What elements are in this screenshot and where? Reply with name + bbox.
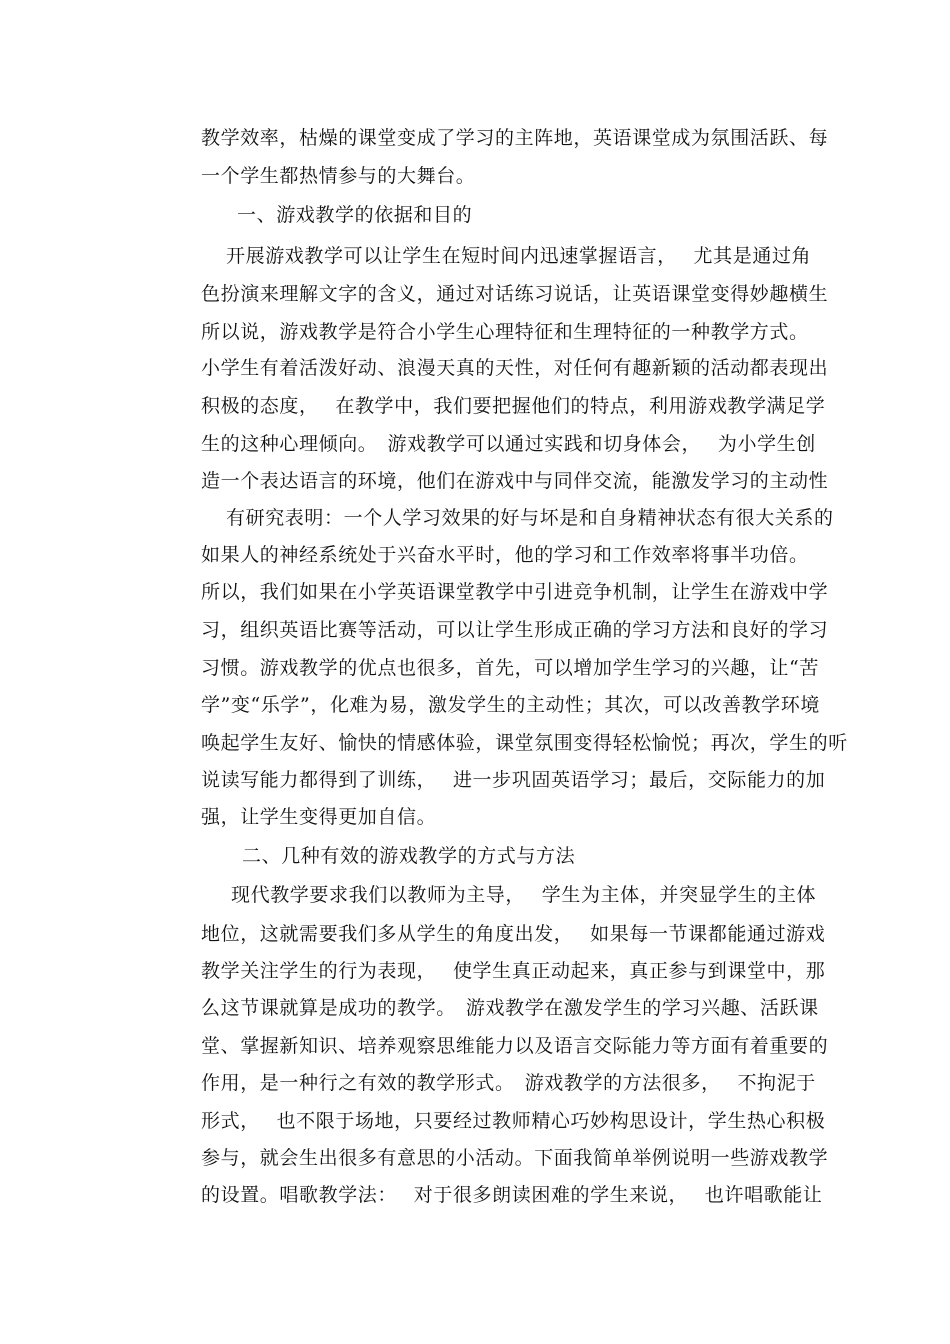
body-text-line: 的设置。唱歌教学法： 对于很多朗读困难的学生来说， 也许唱歌能让 — [201, 1184, 823, 1206]
body-text-line: 么这节课就算是成功的教学。 游戏教学在激发学生的学习兴趣、活跃课 — [201, 997, 819, 1019]
body-text-line: 有研究表明：一个人学习效果的好与坏是和自身精神状态有很大关系的 — [226, 507, 834, 529]
body-text-line: 教学关注学生的行为表现， 使学生真正动起来，真正参与到课堂中，那 — [201, 960, 826, 982]
body-text-line: 形式， 也不限于场地，只要经过教师精心巧妙构思设计，学生热心积极 — [201, 1110, 826, 1132]
body-text-line: 所以说，游戏教学是符合小学生心理特征和生理特征的一种教学方式。 — [201, 321, 809, 343]
body-text-line: 造一个表达语言的环境，他们在游戏中与同伴交流，能激发学习的主动性 — [201, 470, 829, 492]
body-text-line: 习惯。游戏教学的优点也很多，首先，可以增加学生学习的兴趣，让“苦 — [201, 657, 819, 679]
body-text-line: 说读写能力都得到了训练， 进一步巩固英语学习；最后，交际能力的加 — [201, 769, 826, 791]
body-text-line: 习，组织英语比赛等活动，可以让学生形成正确的学习方法和良好的学习 — [201, 619, 829, 641]
body-text-line: 小学生有着活泼好动、浪漫天真的天性，对任何有趣新颖的活动都表现出 — [201, 357, 829, 379]
body-text-line: 现代教学要求我们以教师为主导， 学生为主体，并突显学生的主体 — [231, 884, 817, 906]
body-text-line: 色扮演来理解文字的含义，通过对话练习说话，让英语课堂变得妙趣横生 — [201, 283, 829, 305]
body-text-line: 如果人的神经系统处于兴奋水平时，他的学习和工作效率将事半功倍。 — [201, 544, 809, 566]
section-heading-1: 一、游戏教学的依据和目的 — [237, 204, 473, 226]
body-text-line: 地位，这就需要我们多从学生的角度出发， 如果每一节课都能通过游戏 — [201, 923, 826, 945]
body-text-line: 一个学生都热情参与的大舞台。 — [201, 165, 476, 187]
body-text-line: 教学效率，枯燥的课堂变成了学习的主阵地，英语课堂成为氛围活跃、每 — [201, 127, 829, 149]
body-text-line: 学”变“乐学”，化难为易，激发学生的主动性；其次，可以改善教学环境 — [201, 694, 820, 716]
body-text-line: 开展游戏教学可以让学生在短时间内迅速掌握语言， 尤其是通过角 — [226, 245, 812, 267]
body-text-line: 作用，是一种行之有效的教学形式。 游戏教学的方法很多， 不拘泥于 — [201, 1072, 816, 1094]
body-text-line: 堂、掌握新知识、培养观察思维能力以及语言交际能力等方面有着重要的 — [201, 1035, 829, 1057]
section-heading-2: 二、几种有效的游戏教学的方式与方法 — [242, 845, 576, 867]
body-text-line: 唤起学生友好、愉快的情感体验，课堂氛围变得轻松愉悦；再次，学生的听 — [201, 732, 848, 754]
body-text-line: 生的这种心理倾向。 游戏教学可以通过实践和切身体会， 为小学生创 — [201, 433, 816, 455]
body-text-line: 强，让学生变得更加自信。 — [201, 806, 437, 828]
body-text-line: 参与，就会生出很多有意思的小活动。下面我简单举例说明一些游戏教学 — [201, 1147, 829, 1169]
body-text-line: 积极的态度， 在教学中，我们要把握他们的特点，利用游戏教学满足学 — [201, 395, 826, 417]
body-text-line: 所以，我们如果在小学英语课堂教学中引进竞争机制，让学生在游戏中学 — [201, 581, 829, 603]
